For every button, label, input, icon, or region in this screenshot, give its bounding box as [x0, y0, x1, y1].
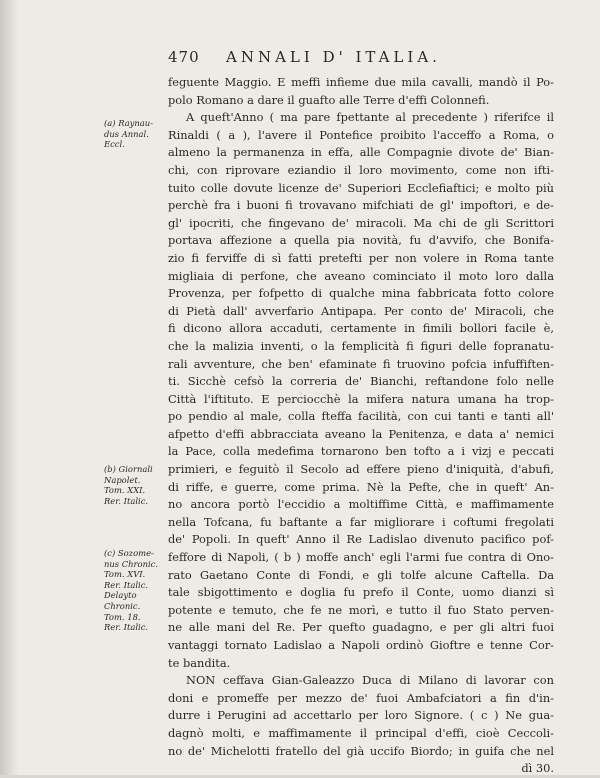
text-line: di Pietà dall' avverfario Antipapa. Per conto de' Miracoli, che: [168, 303, 554, 318]
text-line: Provenza, per fofpetto di qualche mina fabbricata fotto colore: [168, 286, 554, 301]
text-line: no ancora portò l'eccidio a moltiffime Città, e maffimamente: [168, 497, 554, 512]
text-line: no de' Michelotti fratello del già uccifo Biordo; in guifa che nel: [168, 743, 554, 758]
text-line: che la malizia inventi, o la femplicità fi figuri delle fopranatu-: [168, 338, 554, 353]
margin-note-line: Tom. XVI.: [104, 569, 146, 580]
text-line: migliaia di perfone, che aveano cominciato il moto loro dalla: [168, 268, 554, 283]
text-line: gl' ipocriti, che fingevano de' miracoli. Ma chi de gli Scrittori: [168, 215, 554, 230]
text-line: fi dicono allora accaduti, certamente in fimili bollori facile è,: [168, 321, 554, 336]
margin-note-line: Chronic.: [104, 600, 141, 611]
text-line: primieri, e feguitò il Secolo ad effere pieno d'iniquità, d'abufi,: [168, 462, 554, 477]
text-line: de' Popoli. In queft' Anno il Re Ladislao divenuto pacifico pof-: [168, 532, 554, 547]
text-line: ne alle mani del Re. Per quefto guadagno, e per gli altri fuoi: [168, 620, 554, 635]
margin-note-c: [104, 548, 168, 633]
margin-note-line: Delayto: [104, 590, 137, 601]
margin-note-line: Rer. Italic.: [104, 622, 149, 633]
page-header: [168, 48, 568, 70]
text-line: vantaggi tornato Ladislao a Napoli ordinò Gioftre e tenne Cor-: [168, 638, 554, 652]
text-line: perchè fra i buoni fi trovavano mifchiati de gl' impoftori, e de-: [168, 198, 554, 213]
text-line: ti. Sicchè cefsò la correria de' Bianchi, reftandone folo nelle: [168, 374, 554, 389]
text-line: Città l'iftituto. E perciocchè la mifera natura umana ha trop-: [168, 391, 554, 406]
text-line: rali avventure, che ben' efaminate fi truovino pofcia infuffiften-: [168, 356, 554, 371]
text-line: chi, con riprovare eziandio il loro movimento, come non ifti-: [168, 162, 554, 177]
text-line: po pendio al male, colla fteffa facilità, con cui tanti e tanti all': [168, 409, 554, 424]
text-line: tale sbigottimento e doglia fu prefo il Conte, uomo dianzi sì: [168, 585, 554, 600]
text-line: te bandita.: [168, 655, 231, 670]
text-line: almeno la permanenza in effa, alle Compagnie divote de' Bian-: [168, 145, 554, 160]
text-line: nella Tofcana, fu baftante a far migliorare i coftumi fregolati: [168, 514, 554, 529]
margin-note-line: dus Annal.: [104, 128, 149, 139]
text-line: afpetto d'effi abbracciata aveano la Penitenza, e data a' nemici: [168, 426, 554, 441]
text-line: dagnò molti, e maffimamente il principal d'effi, cioè Ceccoli-: [168, 725, 554, 740]
text-line: doni e promeffe per mezzo de' fuoi Ambafciatori a fin d'in-: [168, 690, 554, 705]
margin-note-line: Tom. 18.: [104, 611, 141, 622]
margin-note-line: Rer. Italic.: [104, 579, 149, 590]
main-text: [168, 74, 554, 778]
margin-note-line: nus Chronic.: [104, 558, 159, 569]
margin-note-line: (b) Giornali: [104, 464, 153, 474]
margin-note-line: Eccl.: [104, 139, 125, 150]
text-line: polo Romano a dare il guafto alle Terre d'effi Colonnefi.: [168, 92, 490, 107]
margin-note-line: Napolet.: [104, 474, 141, 485]
binding-shadow: [0, 0, 18, 775]
catchword: dì 30.: [521, 761, 554, 776]
text-line: feguente Maggio. E meffi infieme due mila cavalli, mandò il Po-: [168, 75, 554, 89]
text-line: la Pace, colla medefima tornarono ben tofto a i vizj e peccati: [168, 444, 554, 459]
running-title: ANNALI D' ITALIA.: [226, 48, 441, 66]
text-line: feffore di Napoli, ( b ) moffe anch' egli l'armi fue contra di Ono-: [168, 550, 554, 565]
margin-note-line: Tom. XXI.: [104, 485, 146, 496]
margin-note-b: [104, 464, 168, 506]
text-line: di riffe, e guerre, come prima. Nè la Pefte, che in queft' An-: [168, 479, 554, 494]
text-line: potente e temuto, che fe ne morì, e tutto il fuo Stato perven-: [168, 602, 554, 617]
margin-note-line: (a) Raynau-: [104, 118, 154, 128]
margin-note-a: [104, 118, 168, 150]
text-line: rato Gaetano Conte di Fondi, e gli tolfe alcune Caftella. Da: [168, 567, 554, 582]
text-line: zio fi ferviffe di sì fatti pretefti per non volere in Roma tante: [168, 250, 554, 265]
text-line: A queft'Anno ( ma pare fpettante al precedente ) riferifce il: [186, 110, 554, 125]
page-number: 470: [168, 48, 200, 66]
text-line: portava affezione a quella pia novità, fu d'avvifo, che Bonifa-: [168, 233, 554, 248]
margin-note-line: (c) Sozome-: [104, 548, 154, 558]
margin-note-line: Rer. Italic.: [104, 495, 149, 506]
text-line: Rinaldi ( a ), l'avere il Pontefice proibito l'acceffo a Roma, o: [168, 127, 554, 142]
text-line: tuito colle dovute licenze de' Superiori Ecclefiaftici; e molto più: [168, 180, 554, 195]
text-line: NON ceffava Gian-Galeazzo Duca di Milano di lavorar con: [186, 673, 554, 688]
text-line: durre i Perugini ad accettarlo per loro Signore. ( c ) Ne gua-: [168, 708, 554, 723]
